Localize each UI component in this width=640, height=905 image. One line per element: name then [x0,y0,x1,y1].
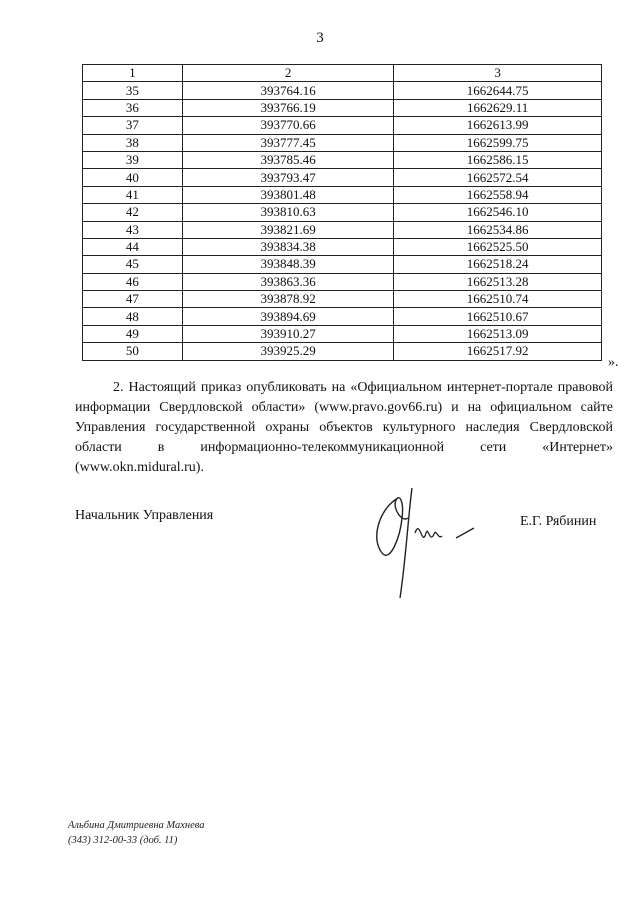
table-row [83,291,602,308]
table-cell: 1662510.67 [394,308,602,325]
table-cell: 393878.92 [182,291,394,308]
document-footer [68,818,205,848]
table-cell: 40 [83,169,183,186]
table-cell: 1662629.11 [394,99,602,116]
table-row [83,204,602,221]
handwritten-signature [360,478,490,608]
table-cell: 393848.39 [182,256,394,273]
table-row [83,221,602,238]
table-cell: 1662534.86 [394,221,602,238]
table-row [83,169,602,186]
table-cell: 38 [83,134,183,151]
table-cell: 47 [83,291,183,308]
table-header-cell: 3 [394,65,602,82]
table-cell: 393863.36 [182,273,394,290]
table-cell: 1662517.92 [394,343,602,360]
table-cell: 393766.19 [182,99,394,116]
table-cell: 45 [83,256,183,273]
table-cell: 1662510.74 [394,291,602,308]
table-cell: 1662518.24 [394,256,602,273]
table-cell: 393910.27 [182,325,394,342]
page-number: 3 [316,30,324,46]
table-cell: 1662525.50 [394,238,602,255]
table-row [83,308,602,325]
table-row [83,151,602,168]
table-cell: 1662572.54 [394,169,602,186]
table-cell: 393821.69 [182,221,394,238]
table-cell: 393777.45 [182,134,394,151]
coordinates-table [82,64,602,361]
table-cell: 393785.46 [182,151,394,168]
table-cell: 1662546.10 [394,204,602,221]
table-header-row [83,65,602,82]
table-row [83,99,602,116]
table-cell: 36 [83,99,183,116]
table-cell: 1662558.94 [394,186,602,203]
table-row [83,238,602,255]
table-cell: 50 [83,343,183,360]
table-cell: 41 [83,186,183,203]
table-cell: 393894.69 [182,308,394,325]
table-cell: 1662644.75 [394,82,602,99]
publication-paragraph [75,378,613,478]
table-row [83,343,602,360]
table-header-cell: 2 [182,65,394,82]
table-cell: 393925.29 [182,343,394,360]
footer-author: Альбина Дмитриевна Махнева [68,820,205,831]
table-cell: 37 [83,117,183,134]
table-row [83,134,602,151]
table-cell: 1662599.75 [394,134,602,151]
table-cell: 393801.48 [182,186,394,203]
table-row [83,186,602,203]
table-row [83,273,602,290]
table-cell: 1662513.09 [394,325,602,342]
table-header-cell: 1 [83,65,183,82]
table-cell: 39 [83,151,183,168]
table-row [83,325,602,342]
table-cell: 46 [83,273,183,290]
table-cell: 393764.16 [182,82,394,99]
table-cell: 42 [83,204,183,221]
footer-phone: (343) 312-00-33 (доб. 11) [68,835,178,846]
table-cell: 1662613.99 [394,117,602,134]
table-row [83,82,602,99]
table-cell: 35 [83,82,183,99]
table-cell: 393793.47 [182,169,394,186]
table-cell: 43 [83,221,183,238]
closing-quote: ». [608,355,619,370]
table-cell: 393834.38 [182,238,394,255]
paragraph-text: 2. Настоящий приказ опубликовать на «Официальном интернет-портале правовой информации Свердловской области» (www.pravo.gov66.ru) и на официальном сайте Управления государственной охраны объектов культурного наследия Свердловской области в информационно-телекоммуникационной сети «Интернет» (www.okn.midural.ru). [75,380,613,475]
table-cell: 48 [83,308,183,325]
table-cell: 49 [83,325,183,342]
table-cell: 1662513.28 [394,273,602,290]
signatory-title: Начальник Управления [75,508,214,523]
signatory-name: Е.Г. Рябинин [520,514,597,529]
table-row [83,117,602,134]
table-cell: 393770.66 [182,117,394,134]
table-cell: 393810.63 [182,204,394,221]
table-cell: 44 [83,238,183,255]
table-cell: 1662586.15 [394,151,602,168]
table-row [83,256,602,273]
